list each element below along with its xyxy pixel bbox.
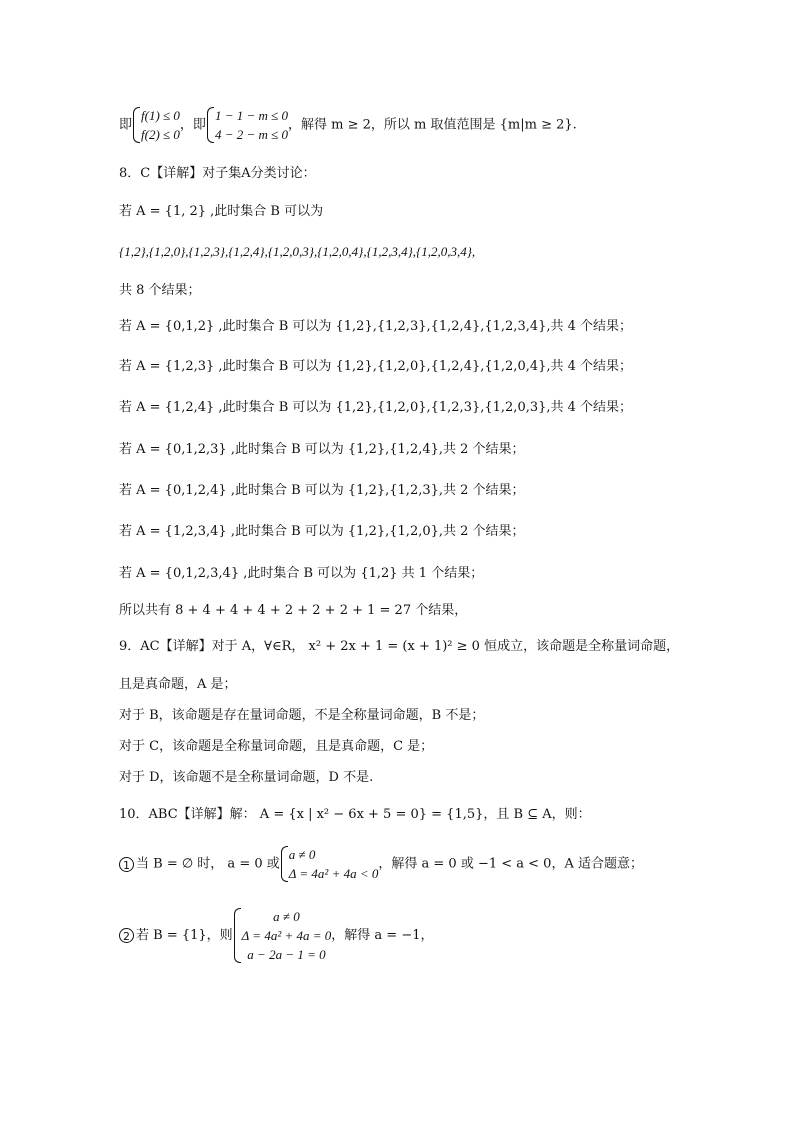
system-m-inequalities (206, 106, 288, 144)
q9-line-3: 对于 B，该命题是存在量词命题，不是全称量词命题，B 不是； (119, 708, 485, 723)
q8-heading: 8．C【详解】对子集A分类讨论： (119, 166, 316, 181)
system-row: f(2) ≤ 0 (141, 127, 180, 142)
q8-count-1: 共 8 个结果； (119, 283, 201, 298)
system-row: Δ = 4a² + 4a < 0 (288, 866, 379, 881)
circled-number-2: 2 (119, 928, 134, 943)
q8-case-8: 若 A = {0,1,2,3,4} ,此时集合 B 可以为 {1,2} 共 1 个结果； (119, 566, 484, 581)
system-row: 4 − 2 − m ≤ 0 (214, 127, 289, 142)
system-row: f(1) ≤ 0 (141, 108, 180, 123)
system-case-2 (233, 907, 332, 964)
q8-case-1: 若 A = {1, 2} ,此时集合 B 可以为 (119, 204, 324, 219)
q10-case-1 (119, 845, 643, 884)
intro-line (119, 106, 577, 145)
system-row: 1 − 1 − m ≤ 0 (214, 108, 289, 123)
q10-case-2 (119, 907, 434, 964)
q8-total: 所以共有 8 + 4 + 4 + 4 + 2 + 2 + 2 + 1 = 27 个结果， (119, 603, 468, 618)
q8-case-4: 若 A = {1,2,4} ,此时集合 B 可以为 {1,2},{1,2,0},{1,2,3},{1,2,0,3},共 4 个结果； (119, 400, 633, 415)
circled-number-1: 1 (119, 857, 134, 872)
q9-heading: 9．AC【详解】对于 A，∀∈R， x² + 2x + 1 = (x + 1)² ≥ 0 恒成立，该命题是全称量词命题， (119, 639, 680, 654)
intro-text-3: ，解得 m ≥ 2，所以 m 取值范围是 {m|m ≥ 2}. (288, 117, 577, 133)
q9-line-2: 且是真命题，A 是； (119, 677, 237, 692)
q9-line-4: 对于 C，该命题是全称量词命题，且是真命题，C 是； (119, 739, 434, 754)
q10-case-1-text-a: 当 B = ∅ 时， a = 0 或 (136, 856, 280, 872)
system-row: a ≠ 0 (288, 847, 316, 862)
system-f-values (132, 106, 180, 144)
system-row: Δ = 4a² + 4a = 0 (241, 928, 332, 943)
q10-case-2-text-b: ，解得 a = −1， (331, 928, 434, 943)
q9-line-5: 对于 D，该命题不是全称量词命题，D 不是. (119, 770, 374, 785)
intro-text-2: ，即 (179, 117, 206, 133)
q8-case-2: 若 A = {0,1,2} ,此时集合 B 可以为 {1,2},{1,2,3},{1,2,4},{1,2,3,4},共 4 个结果； (119, 319, 633, 334)
system-case-1 (280, 845, 379, 883)
q8-case-7: 若 A = {1,2,3,4} ,此时集合 B 可以为 {1,2},{1,2,0},共 2 个结果； (119, 524, 525, 539)
q10-heading: 10．ABC【详解】解： A = {x | x² − 6x + 5 = 0} = {1,5}，且 B ⊆ A，则： (119, 807, 591, 822)
q10-case-2-text-a: 若 B = {1}，则 (136, 928, 233, 943)
q8-case-5: 若 A = {0,1,2,3} ,此时集合 B 可以为 {1,2},{1,2,4},共 2 个结果； (119, 442, 525, 457)
system-row: a ≠ 0 (273, 909, 300, 924)
q10-case-1-text-b: ，解得 a = 0 或 −1 < a < 0，A 适合题意； (378, 856, 643, 872)
system-row: a − 2a − 1 = 0 (247, 947, 326, 962)
intro-text-1: 即 (119, 117, 133, 133)
q8-set-list: {1,2},{1,2,0},{1,2,3},{1,2,4},{1,2,0,3},{1,2,0,4},{1,2,3,4},{1,2,0,3,4}, (119, 244, 476, 259)
q8-case-3: 若 A = {1,2,3} ,此时集合 B 可以为 {1,2},{1,2,0},{1,2,4},{1,2,0,4},共 4 个结果； (119, 359, 633, 374)
q8-case-6: 若 A = {0,1,2,4} ,此时集合 B 可以为 {1,2},{1,2,3},共 2 个结果； (119, 483, 525, 498)
